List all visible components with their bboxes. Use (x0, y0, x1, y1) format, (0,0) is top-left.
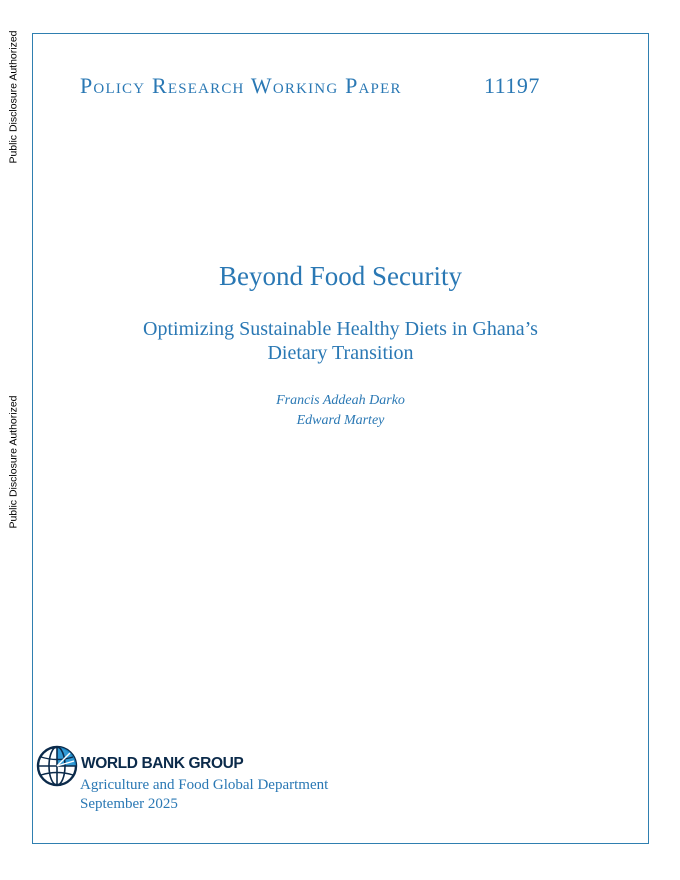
disclosure-label-middle-text: Public Disclosure Authorized (8, 395, 21, 529)
brand-name: WORLD BANK GROUP (81, 755, 244, 772)
series-title: Policy Research Working Paper (80, 73, 402, 98)
paper-title: Beyond Food Security (219, 261, 462, 291)
paper-number: 11197 (484, 73, 540, 98)
cover-frame (32, 33, 649, 844)
department-name: Agriculture and Food Global Department (80, 777, 329, 793)
paper-subtitle (32, 317, 649, 365)
disclosure-label-top-text: Public Disclosure Authorized (8, 30, 21, 164)
author-name: Francis Addeah Darko (276, 393, 405, 408)
author-name: Edward Martey (296, 413, 385, 428)
publication-date: September 2025 (80, 796, 178, 812)
world-bank-globe-icon (36, 745, 78, 787)
disclosure-label-middle (4, 387, 24, 537)
subtitle-line-1: Optimizing Sustainable Healthy Diets in Ghana’s (143, 318, 538, 340)
disclosure-label-top (4, 22, 24, 172)
author-list (32, 391, 649, 431)
subtitle-line-2: Dietary Transition (267, 342, 414, 364)
